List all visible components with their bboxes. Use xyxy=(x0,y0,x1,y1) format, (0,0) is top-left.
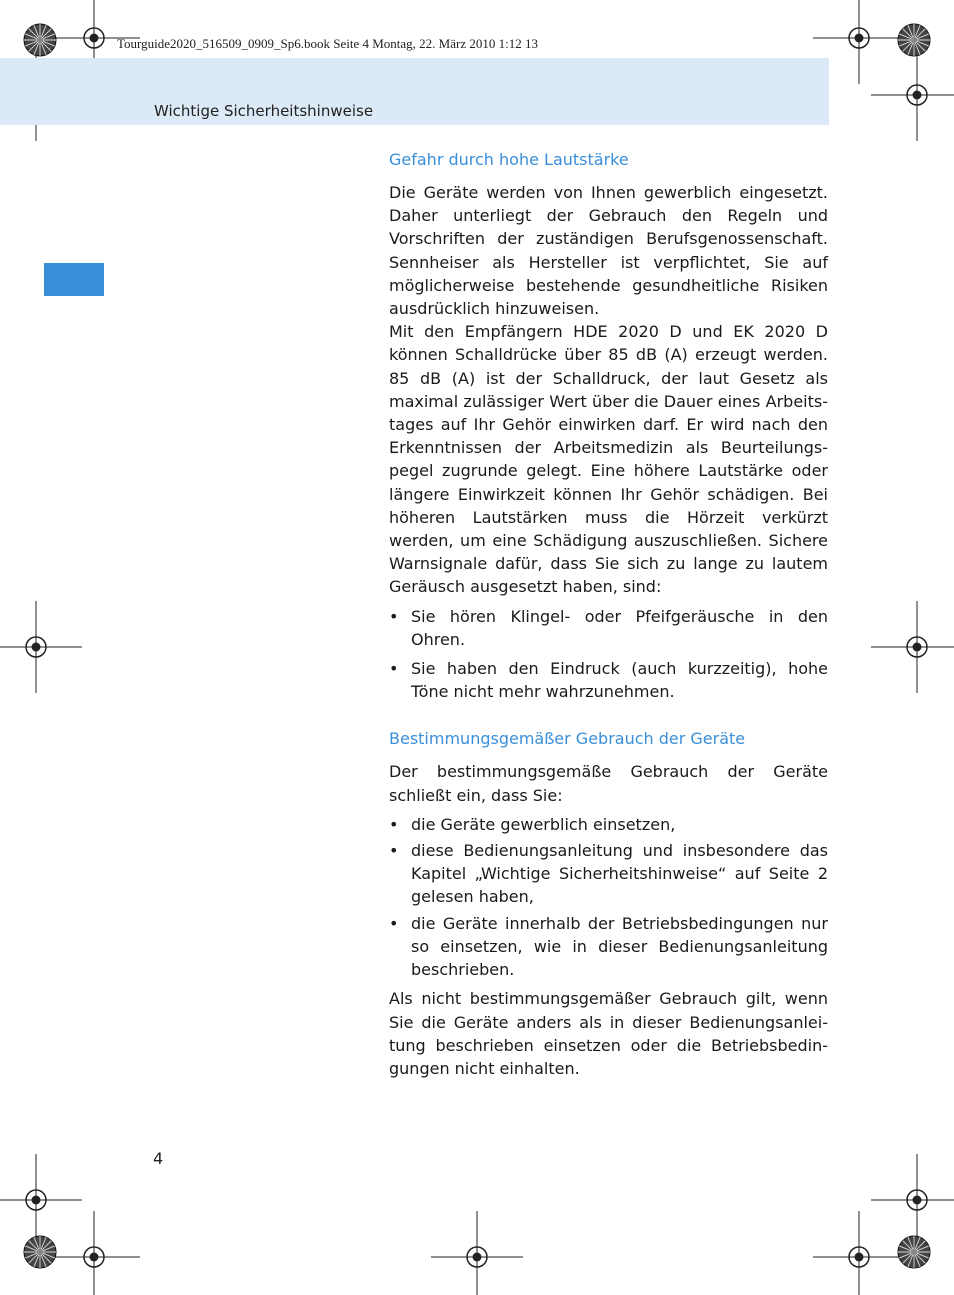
chapter-tab-marker xyxy=(44,263,104,296)
paragraph: Die Geräte werden von Ihnen gewerblich eingesetzt. Daher unterliegt der Gebrauch den Regeln und Vorschriften der zuständigen Berufsgenossenschaft. Sennheiser als Hersteller ist verpflichtet, Sie auf möglicherweise bestehende gesundheitliche Risiken ausdrücklich hinzuweisen. xyxy=(389,183,828,319)
list-item: • Sie hören Klingel- oder Pfeifgeräusche in den Ohren. xyxy=(389,605,828,651)
list-item: • Sie haben den Eindruck (auch kurzzeitig), hohe Töne nicht mehr wahrzunehmen. xyxy=(389,657,828,703)
page-header-title: Wichtige Sicherheitshinweise xyxy=(154,102,374,120)
paragraph: Als nicht bestimmungsgemäßer Gebrauch gilt, wenn Sie die Geräte anders als in dieser Bedienungsanleitung beschrieben einsetzen oder die Betriebsbedingungen nicht einhalten. xyxy=(389,989,828,1078)
section-heading-intended-use: Bestimmungsgemäßer Gebrauch der Geräte xyxy=(389,729,746,749)
paragraph: Der bestimmungsgemäße Gebrauch der Geräte schließt ein, dass Sie: xyxy=(389,762,828,805)
print-job-info: Tourguide2020_516509_0909_Sp6.book Seite 4 Montag, 22. März 2010 1:12 13 xyxy=(117,36,538,51)
section-heading-volume: Gefahr durch hohe Lautstärke xyxy=(389,150,629,169)
header-band xyxy=(0,58,829,125)
main-content xyxy=(389,148,828,1080)
paragraph: Mit den Empfängern HDE 2020 D und EK 2020 D können Schalldrücke über 85 dB (A) erzeugt werden. 85 dB (A) ist der Schalldruck, der laut Gesetz als maximal zulässiger Wert über die Dauer eines Arbeitstages auf Ihr Gehör einwirken darf. Er wird nach den Erkenntnissen der Arbeitsmedizin als Beurteilungspegel zugrunde gelegt. Eine höhere Lautstärke oder längere Einwirkzeit können Ihr Gehör schädigen. Bei höheren Lautstärken muss die Hörzeit verkürzt werden, um eine Schädigung auszuschließen. Sichere Warnsignale dafür, dass Sie sich zu lange zu lautem Geräusch ausgesetzt haben, sind: xyxy=(389,322,828,597)
warning-list xyxy=(389,605,828,704)
list-item: • diese Bedienungsanleitung und insbesondere das Kapitel „Wichtige Sicherheitshinweise“ auf Seite 2 gelesen haben, xyxy=(389,839,828,909)
list-item: • die Geräte innerhalb der Betriebsbedingungen nur so einsetzen, wie in dieser Bedienungsanleitung beschrieben. xyxy=(389,912,828,982)
intended-use-list xyxy=(389,813,828,981)
page-number: 4 xyxy=(153,1149,164,1168)
list-item: • die Geräte gewerblich einsetzen, xyxy=(389,813,828,836)
